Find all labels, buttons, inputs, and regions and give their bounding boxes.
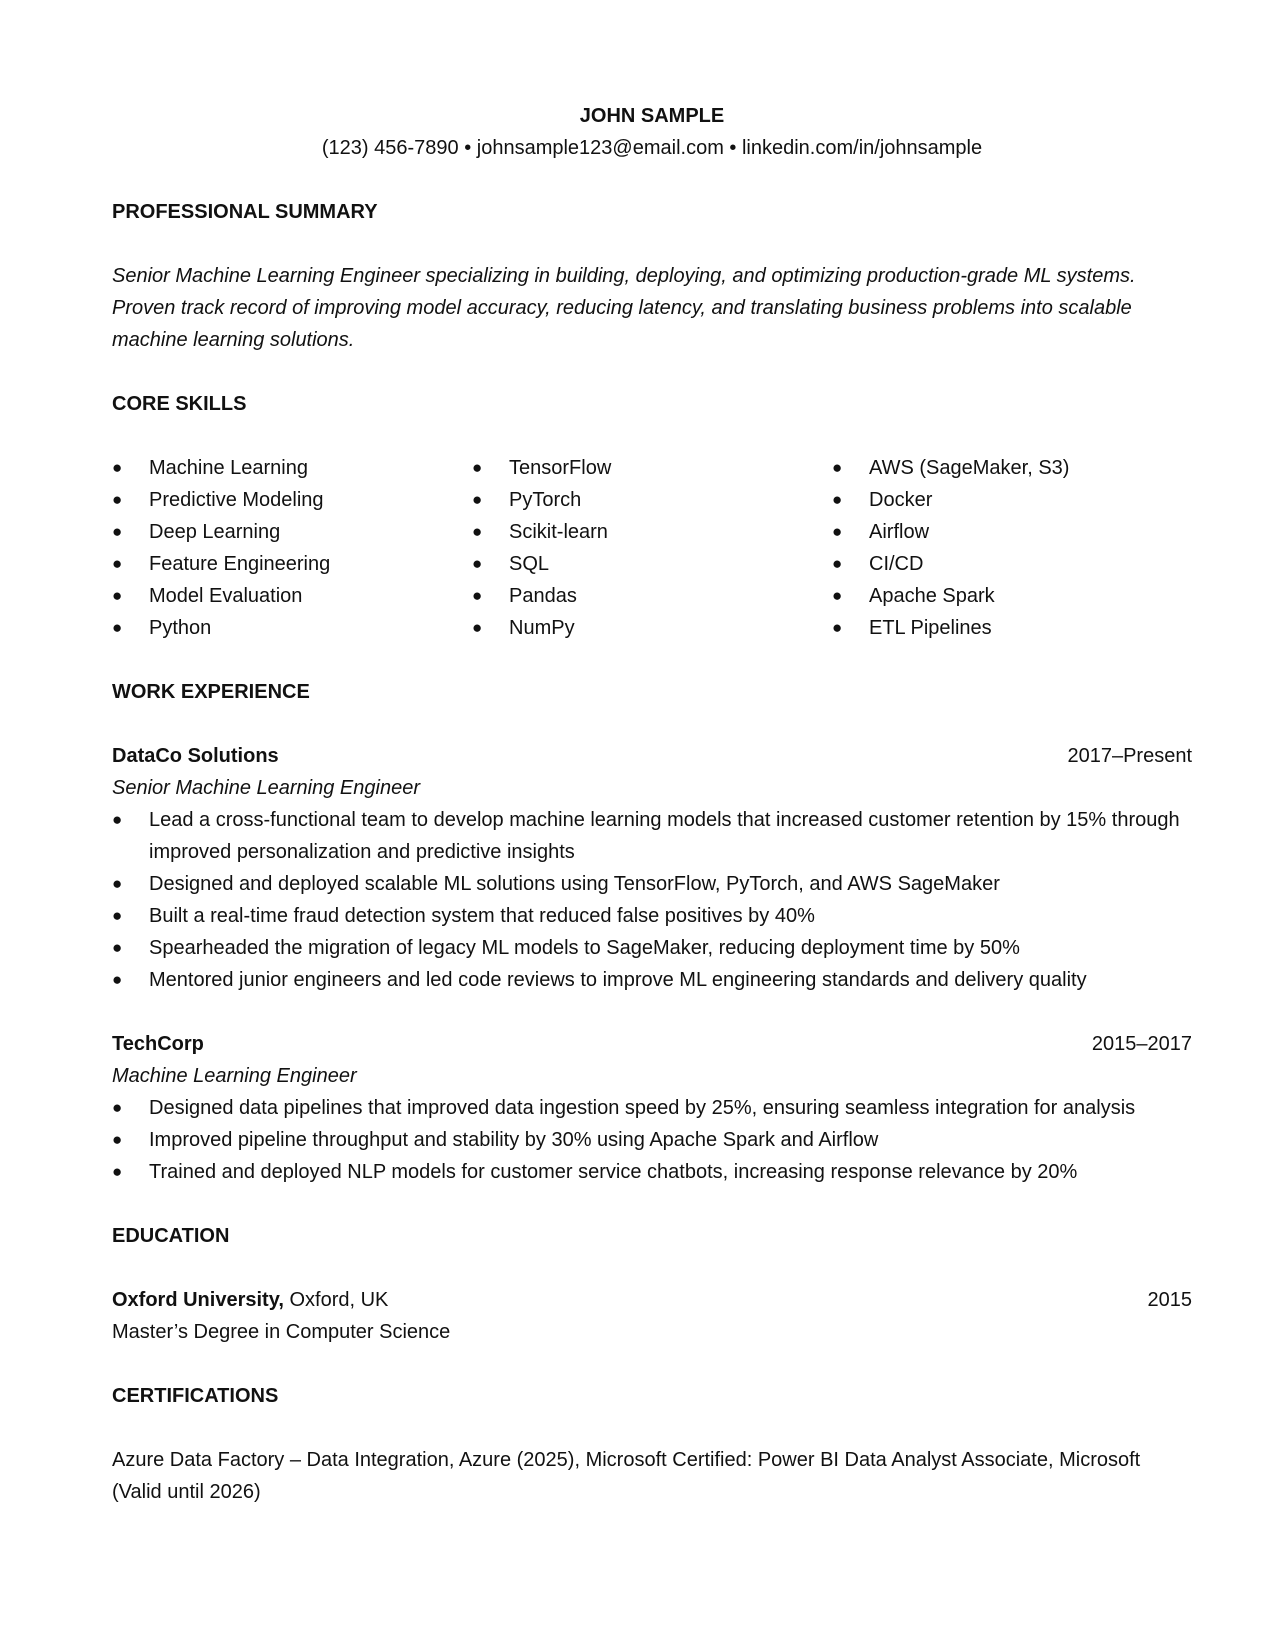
skill-item [832,516,1192,548]
skill-item [472,548,832,580]
degree: Master’s Degree in Computer Science [112,1321,451,1343]
skills-column-1 [112,452,472,644]
education-year: 2015 [1147,1289,1192,1311]
skill-item [112,484,472,516]
candidate-name: JOHN SAMPLE [579,105,725,127]
job-bullet-text: Designed data pipelines that improved data ingestion speed by 25%, ensuring seamless integration for analysis [149,1097,1136,1119]
skills-heading: CORE SKILLS [112,393,247,415]
job-bullet [112,804,1192,868]
bullet-icon: ● [472,618,483,637]
job-bullet [112,932,1192,964]
skill-label: Scikit-learn [509,521,608,543]
bullet-icon: ● [112,874,123,893]
job-dates: 2017–Present [1067,745,1192,767]
job-bullet-text: Designed and deployed scalable ML solutions using TensorFlow, PyTorch, and AWS SageMaker [149,873,1000,895]
skill-item [832,548,1192,580]
job-bullet [112,1124,1192,1156]
job-bullet [112,868,1192,900]
skill-item [112,612,472,644]
skill-label: Predictive Modeling [149,489,324,511]
skill-item [472,516,832,548]
bullet-icon: ● [112,490,123,509]
certifications-heading: CERTIFICATIONS [112,1385,279,1407]
skill-label: Airflow [869,521,930,543]
skill-item [472,612,832,644]
skill-label: SQL [509,553,550,575]
job-entry [112,740,1192,996]
bullet-icon: ● [832,490,843,509]
job-bullet-text: Improved pipeline throughput and stability by 30% using Apache Spark and Airflow [149,1129,879,1151]
bullet-icon: ● [472,554,483,573]
skill-item [832,580,1192,612]
bullet-icon: ● [112,970,123,989]
job-entry [112,1028,1192,1188]
bullet-icon: ● [472,458,483,477]
job-bullet-text: Mentored junior engineers and led code reviews to improve ML engineering standards and delivery quality [149,969,1087,991]
bullet-icon: ● [112,1162,123,1181]
bullet-icon: ● [112,458,123,477]
skill-label: Model Evaluation [149,585,303,607]
company-name: DataCo Solutions [112,745,279,767]
skill-label: PyTorch [509,489,582,511]
skill-label: Pandas [509,585,577,607]
skill-label: Machine Learning [149,457,308,479]
skill-label: Deep Learning [149,521,281,543]
skill-item [472,580,832,612]
skill-item [112,516,472,548]
experience-heading: WORK EXPERIENCE [112,681,310,703]
skill-item [832,612,1192,644]
job-bullet [112,1092,1192,1124]
contact-line: (123) 456-7890 • johnsample123@email.com • linkedin.com/in/johnsample [321,137,983,159]
bullet-icon: ● [112,1098,123,1117]
school-name: Oxford University, [112,1289,284,1311]
job-header [112,740,1192,772]
skill-item [112,548,472,580]
school-location: Oxford, UK [283,1289,389,1311]
bullet-icon: ● [472,490,483,509]
resume-page [112,100,1192,1508]
job-bullet-text: Spearheaded the migration of legacy ML models to SageMaker, reducing deployment time by 50% [149,937,1020,959]
skill-item [472,484,832,516]
job-bullets [112,1092,1192,1188]
bullet-icon: ● [832,554,843,573]
summary-heading: PROFESSIONAL SUMMARY [112,201,378,223]
skill-label: NumPy [509,617,575,639]
skill-label: TensorFlow [509,457,612,479]
skill-item [112,452,472,484]
bullet-icon: ● [112,906,123,925]
bullet-icon: ● [112,810,123,829]
bullet-icon: ● [832,522,843,541]
job-title: Senior Machine Learning Engineer [112,777,420,799]
company-name: TechCorp [112,1033,204,1055]
skills-grid [112,452,1192,644]
skill-item [832,484,1192,516]
bullet-icon: ● [832,586,843,605]
certifications-text: Azure Data Factory – Data Integration, Azure (2025), Microsoft Certified: Power BI Data Analyst Associate, Microsoft (Valid until 2026) [112,1449,1141,1503]
skill-item [112,580,472,612]
bullet-icon: ● [112,586,123,605]
job-bullet-text: Trained and deployed NLP models for customer service chatbots, increasing response relevance by 20% [149,1161,1078,1183]
job-header [112,1028,1192,1060]
skill-label: Apache Spark [869,585,995,607]
job-bullet-text: Lead a cross-functional team to develop machine learning models that increased customer retention by 15% through improved personalization and predictive insights [149,809,1180,863]
education-institution [112,1284,388,1316]
job-bullets [112,804,1192,996]
bullet-icon: ● [112,522,123,541]
bullet-icon: ● [112,618,123,637]
skill-label: Docker [869,489,933,511]
skill-item [472,452,832,484]
skills-column-2 [472,452,832,644]
bullet-icon: ● [112,554,123,573]
job-dates: 2015–2017 [1091,1033,1192,1055]
skill-label: ETL Pipelines [869,617,992,639]
bullet-icon: ● [472,522,483,541]
job-bullet [112,900,1192,932]
skill-label: Python [149,617,212,639]
job-title: Machine Learning Engineer [112,1065,357,1087]
skills-column-3 [832,452,1192,644]
education-header [112,1284,1192,1316]
job-bullet-text: Built a real-time fraud detection system that reduced false positives by 40% [149,905,815,927]
bullet-icon: ● [472,586,483,605]
bullet-icon: ● [832,458,843,477]
bullet-icon: ● [112,1130,123,1149]
skill-label: Feature Engineering [149,553,331,575]
bullet-icon: ● [112,938,123,957]
summary-text: Senior Machine Learning Engineer specializing in building, deploying, and optimizing production-grade ML systems. Proven track record of improving model accuracy, reducing latency, and translating business problems into scalable machine learning solutions. [112,265,1136,351]
skill-label: AWS (SageMaker, S3) [869,457,1070,479]
education-heading: EDUCATION [112,1225,230,1247]
skill-label: CI/CD [869,553,924,575]
job-bullet [112,964,1192,996]
bullet-icon: ● [832,618,843,637]
skill-item [832,452,1192,484]
job-bullet [112,1156,1192,1188]
